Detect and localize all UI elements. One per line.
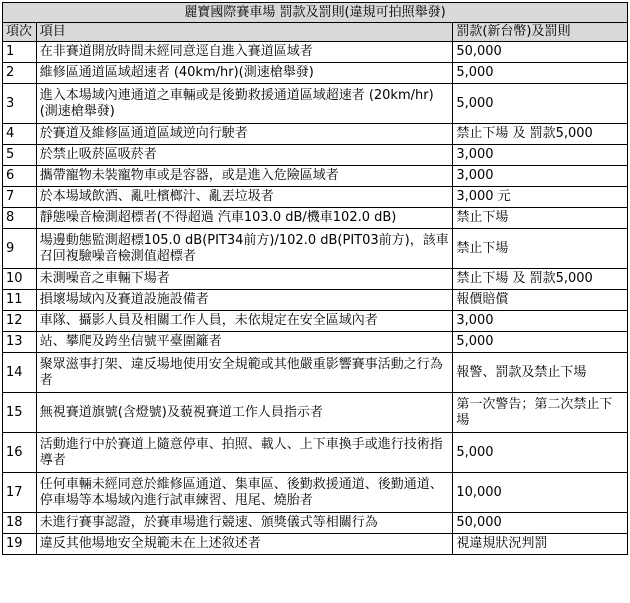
row-fine: 5,000 <box>453 433 628 473</box>
title-row <box>3 3 628 23</box>
row-item: 進入本場域內連通道之車輛或是後勤救援通道區域超速者 (20km/hr)(測速槍舉發) <box>36 84 453 124</box>
row-item: 未測噪音之車輛下場者 <box>36 269 453 290</box>
row-num: 16 <box>3 433 37 473</box>
header-item: 項目 <box>36 23 453 42</box>
row-num: 19 <box>3 534 37 555</box>
row-item: 在非賽道開放時間未經同意逕自進入賽道區域者 <box>36 42 453 63</box>
row-fine: 10,000 <box>453 473 628 513</box>
row-fine: 3,000 <box>453 166 628 187</box>
row-num: 15 <box>3 393 37 433</box>
row-fine: 禁止下場 <box>453 208 628 229</box>
row-fine: 報警、罰款及禁止下場 <box>453 353 628 393</box>
table-row <box>3 534 628 555</box>
table-row <box>3 208 628 229</box>
row-num: 5 <box>3 145 37 166</box>
table-row <box>3 124 628 145</box>
row-num: 12 <box>3 311 37 332</box>
row-item: 聚眾滋事打架、違反場地使用安全規範或其他嚴重影響賽事活動之行為者 <box>36 353 453 393</box>
row-num: 13 <box>3 332 37 353</box>
row-num: 2 <box>3 63 37 84</box>
row-fine: 禁止下場 及 罰款5,000 <box>453 124 628 145</box>
row-fine: 禁止下場 <box>453 229 628 269</box>
row-item: 無視賽道旗號(含燈號)及藐視賽道工作人員指示者 <box>36 393 453 433</box>
table-row <box>3 473 628 513</box>
row-fine: 5,000 <box>453 332 628 353</box>
row-fine: 3,000 元 <box>453 187 628 208</box>
header-num: 項次 <box>3 23 37 42</box>
row-fine: 3,000 <box>453 311 628 332</box>
row-item: 未進行賽事認證，於賽車場進行競速、頒獎儀式等相關行為 <box>36 513 453 534</box>
row-fine: 3,000 <box>453 145 628 166</box>
table-row <box>3 84 628 124</box>
row-item: 場邊動態監測超標105.0 dB(PIT34前方)/102.0 dB(PIT03前方)，該車召回複驗噪音檢測值超標者 <box>36 229 453 269</box>
row-item: 任何車輛未經同意於維修區通道、集車區、後勤救援通道、後勤通道、停車場等本場域內進行試車練習、甩尾、燒胎者 <box>36 473 453 513</box>
row-item: 於本場域飲酒、亂吐檳榔汁、亂丟垃圾者 <box>36 187 453 208</box>
row-item: 車隊、攝影人員及相關工作人員，未依規定在安全區域內者 <box>36 311 453 332</box>
row-fine: 5,000 <box>453 63 628 84</box>
table-row <box>3 332 628 353</box>
row-item: 活動進行中於賽道上隨意停車、拍照、載人、上下車換手或進行技術指導者 <box>36 433 453 473</box>
table-row <box>3 229 628 269</box>
row-item: 於禁止吸菸區吸菸者 <box>36 145 453 166</box>
row-num: 9 <box>3 229 37 269</box>
header-row <box>3 23 628 42</box>
header-fine: 罰款(新台幣)及罰則 <box>453 23 628 42</box>
row-fine: 禁止下場 及 罰款5,000 <box>453 269 628 290</box>
row-fine: 第一次警告；第二次禁止下場 <box>453 393 628 433</box>
row-num: 4 <box>3 124 37 145</box>
penalty-table <box>2 2 628 555</box>
row-num: 14 <box>3 353 37 393</box>
row-fine: 報價賠償 <box>453 290 628 311</box>
row-fine: 視違規狀況判罰 <box>453 534 628 555</box>
table-row <box>3 187 628 208</box>
row-item: 損壞場域內及賽道設施設備者 <box>36 290 453 311</box>
row-item: 靜態噪音檢測超標者(不得超過 汽車103.0 dB/機車102.0 dB) <box>36 208 453 229</box>
table-row <box>3 63 628 84</box>
table-row <box>3 145 628 166</box>
row-item: 於賽道及維修區通道區域逆向行駛者 <box>36 124 453 145</box>
row-item: 違反其他場地安全規範未在上述敘述者 <box>36 534 453 555</box>
row-num: 10 <box>3 269 37 290</box>
row-num: 8 <box>3 208 37 229</box>
row-fine: 5,000 <box>453 84 628 124</box>
row-num: 6 <box>3 166 37 187</box>
row-num: 11 <box>3 290 37 311</box>
row-num: 3 <box>3 84 37 124</box>
table-row <box>3 433 628 473</box>
penalty-table-container <box>2 2 628 555</box>
table-title: 麗寶國際賽車場 罰款及罰則(違規可拍照舉發) <box>3 3 628 23</box>
row-item: 站、攀爬及跨坐信號平臺圍籬者 <box>36 332 453 353</box>
table-row <box>3 311 628 332</box>
table-row <box>3 513 628 534</box>
table-row <box>3 393 628 433</box>
row-fine: 50,000 <box>453 42 628 63</box>
row-num: 1 <box>3 42 37 63</box>
table-row <box>3 166 628 187</box>
row-num: 17 <box>3 473 37 513</box>
row-item: 攜帶寵物未裝寵物車或是容器，或是進入危險區域者 <box>36 166 453 187</box>
table-row <box>3 353 628 393</box>
row-num: 7 <box>3 187 37 208</box>
table-row <box>3 42 628 63</box>
row-num: 18 <box>3 513 37 534</box>
table-row <box>3 269 628 290</box>
table-row <box>3 290 628 311</box>
row-fine: 50,000 <box>453 513 628 534</box>
row-item: 維修區通道區域超速者 (40km/hr)(測速槍舉發) <box>36 63 453 84</box>
